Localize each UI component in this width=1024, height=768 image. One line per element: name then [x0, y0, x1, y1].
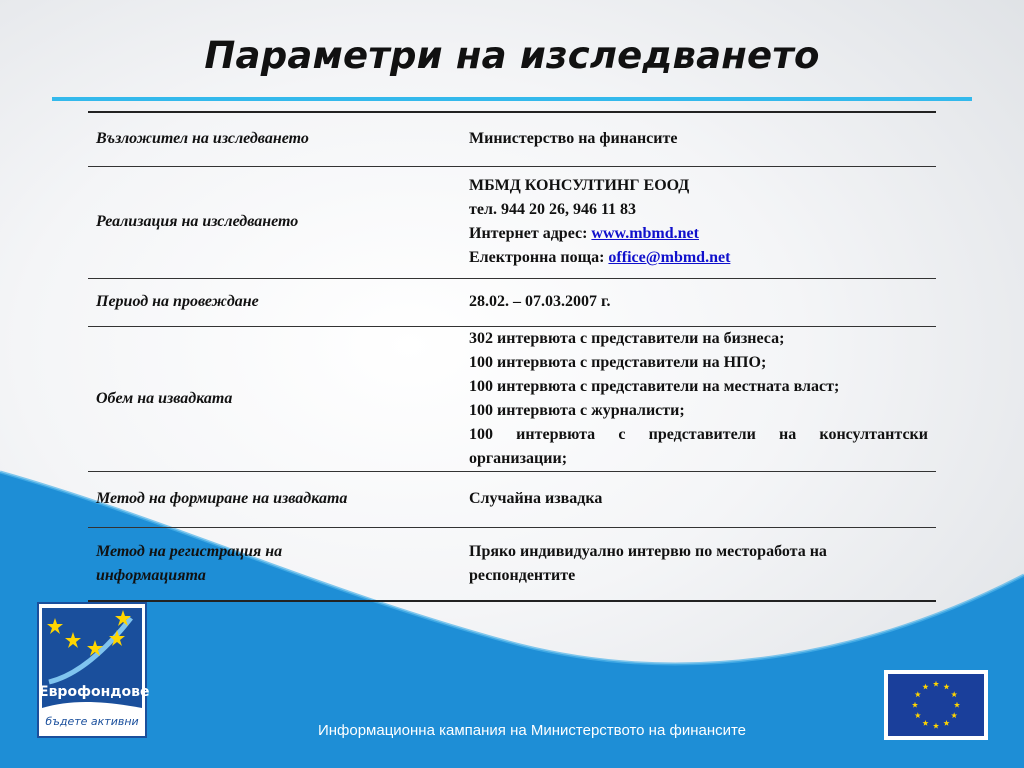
row-label — [88, 527, 461, 601]
row-value-line: Пряко индивидуално интервю по месторабота на — [469, 542, 827, 560]
row-label: Реализация на изследването — [88, 166, 461, 278]
email-label: Електронна поща: — [469, 249, 609, 266]
footer-caption: Информационна кампания на Министерството на финансите — [317, 722, 747, 739]
email-line — [469, 246, 928, 270]
row-label-line: Метод на регистрация на — [96, 542, 283, 560]
table-row — [88, 278, 936, 326]
sample-line: 100 интервюта с представители на НПО; — [469, 353, 767, 371]
title-underline — [52, 97, 972, 101]
table-row — [88, 112, 936, 166]
website-line — [469, 222, 928, 246]
row-value: 28.02. – 07.03.2007 г. — [461, 278, 936, 326]
row-value — [461, 326, 936, 471]
logo-text: Еврофондове — [39, 684, 150, 700]
eu-flag-icon — [885, 671, 987, 739]
table-row — [88, 471, 936, 527]
email-link[interactable]: office@mbmd.net — [608, 249, 731, 266]
row-label: Обем на извадката — [88, 326, 461, 471]
logo-tagline: бъдете активни — [45, 715, 139, 728]
eurofunds-logo — [37, 602, 150, 738]
sample-line: 100 интервюта с журналисти; — [469, 401, 685, 419]
row-value: Министерство на финансите — [461, 112, 936, 166]
row-label: Метод на формиране на извадката — [88, 471, 461, 527]
row-label: Период на провеждане — [88, 278, 461, 326]
phone-numbers: тел. 944 20 26, 946 11 83 — [469, 201, 637, 218]
row-value — [461, 527, 936, 601]
sample-line: 100 интервюта с представители на консултантски организации; — [469, 425, 928, 467]
page-title: Параметри на изследването — [204, 34, 820, 77]
row-value-line: респондентите — [469, 566, 576, 584]
table-row — [88, 166, 936, 278]
row-label: Възложител на изследването — [88, 112, 461, 166]
table-row — [88, 326, 936, 471]
website-link[interactable]: www.mbmd.net — [591, 225, 699, 242]
parameters-table — [88, 111, 936, 602]
table-row — [88, 527, 936, 601]
sample-line: 100 интервюта с представители на местната власт; — [469, 377, 840, 395]
row-value: Случайна извадка — [461, 471, 936, 527]
row-label-line: информацията — [96, 566, 206, 584]
row-value — [461, 166, 936, 278]
eu-flag — [884, 670, 988, 740]
sample-line: 302 интервюта с представители на бизнеса; — [469, 329, 785, 347]
company-name: МБМД КОНСУЛТИНГ ЕООД — [469, 177, 690, 194]
website-label: Интернет адрес: — [469, 225, 592, 242]
